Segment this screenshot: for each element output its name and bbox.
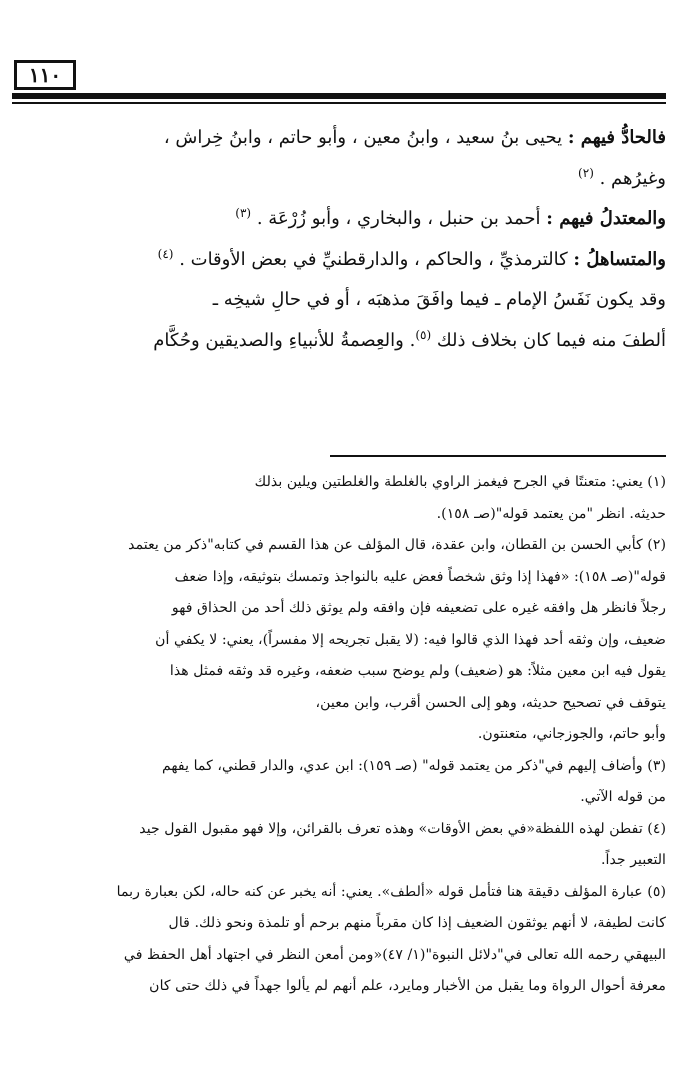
main-text [14,118,666,361]
footnote-line: يقول فيه ابن معين مثلاً: هو (ضعيف) ولم يوضح سبب ضعفه، وغيره قد وثقه فمثل هذا [169,663,666,679]
footnote-line: (١) يعني: متعنتًا في الجرح فيغمز الراوي بالغلطة والغلطتين ويلين بذلك [254,474,666,490]
main-line [14,240,666,281]
footnote-line: (٤) تفطن لهذه اللفظة«في بعض الأوقات» وهذه تعرف بالقرائن، وإلا فهو مقبول القول جيد [139,820,666,837]
footnote-separator [330,455,666,457]
footnote-line: (٥) عبارة المؤلف دقيقة هنا فتأمل قوله «ألطف». يعني: أنه يخبر عن كنه حاله، لكن بعبارة ربما [116,883,666,900]
footnote-line: قوله"(صـ ١٥٨): «فهذا إذا وثق شخصاً فعض عليه بالنواجذ وتمسك بتوثيقه، وإذا ضعف [174,568,666,585]
main-line-text: وقد يكون نَفَسُ الإمام ـ فيما وافَقَ مذهبَه ، أو في حالِ شيخِه ـ [212,289,666,310]
main-line [14,321,666,362]
header-rule [12,93,666,99]
footnote-line: من قوله الآتي. [580,789,666,805]
main-line-text: وغيرُهم . [599,167,666,189]
footnote-ref: (٢) [578,165,594,180]
footnote-line: التعبير جداً. [601,852,666,868]
footnote-line: يتوقف في تصحيح حديثه، وهو إلى الحسن أقرب، وابن معين، [315,694,666,711]
footnote-ref: (٥) [415,327,432,342]
main-line-lead: فالحادُّ فيهم : [567,127,666,148]
footnote-line: (٣) وأضاف إليهم في"ذكر من يعتمد قوله" (صـ ١٥٩): ابن عدي، والدار قطني، كما يفهم [161,757,666,774]
footnote-line: البيهقي رحمه الله تعالى في"دلائل النبوة"(١/ ٤٧)«ومن أمعن النظر في اجتهاد أهل الحفظ في [123,946,666,963]
main-line [14,280,666,321]
main-line-text: يحيى بنُ سعيد ، وابنُ معين ، وأبو حاتم ، وابنُ خِراش ، [163,127,568,148]
footnote-line: رجلاً فانظر هل وافقه غيره على تضعيفه فإن وافقه ولم يوثق ذلك أحد من الحذاق فهو [171,600,666,616]
footnote-ref: (٣) [235,206,252,220]
main-line-text: كالترمذيِّ ، والحاكم ، والدارقطنيِّ في بعض الأوقات . [179,248,574,270]
main-line-tail: . والعِصمةُ للأنبياءِ والصديقين وحُكَّام [153,329,416,351]
main-line [14,118,666,159]
footnote-line: (٢) كأبي الحسن بن القطان، وابن عقدة، قال المؤلف عن هذا القسم في كتابه"ذكر من يعتمد [128,537,666,553]
page-number [14,60,76,90]
footnote-line: كانت لطيفة، لا أنهم يوثقون الضعيف إذا كان مقرباً منهم برحم أو تلمذة ونحو ذلك. قال [168,915,666,931]
footnotes [14,467,666,1003]
header-rule-thin [12,102,666,104]
footnote-ref: (٤) [157,246,174,261]
main-line [14,159,666,200]
footnote-line: وأبو حاتم، والجوزجاني، متعنتون. [477,726,666,742]
main-line-lead: والمتساهلُ : [573,248,666,270]
main-line-lead: والمعتدلُ فيهم : [546,208,666,229]
footnote-line: حديثه. انظر "من يعتمد قوله"(صـ ١٥٨). [436,505,666,522]
footnote-line: ضعيف، وإن وثقه أحد فهذا الذي قالوا فيه: (لا يقبل تجريحه إلا مفسراً)، يعني: لا يكفي أن [155,631,666,648]
footnote-line: معرفة أحوال الرواة وما يقبل من الأخبار ومايرد، علم أنهم لم يألوا جهداً في ذلك حتى كان [149,978,666,994]
main-line [14,199,666,240]
page-number-text: ١١٠ [28,63,62,87]
main-line-text: أحمد بن حنبل ، والبخاري ، وأبو زُرْعَة . [256,208,547,229]
main-line-text: ألطفَ منه فيما كان بخلاف ذلك [436,329,666,351]
